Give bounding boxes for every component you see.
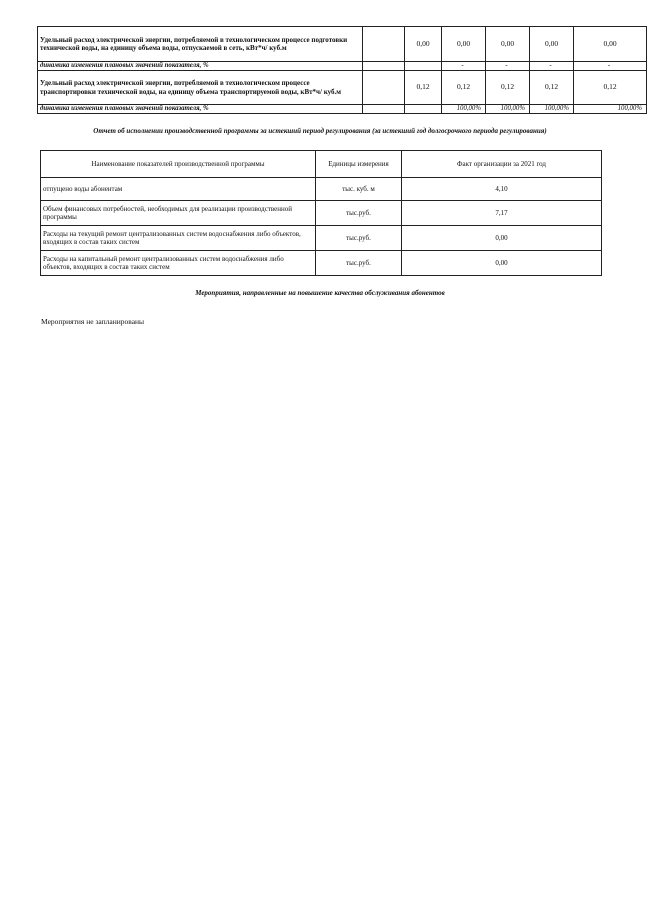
value-cell: - bbox=[530, 62, 574, 71]
unit-cell: тыс.руб. bbox=[316, 226, 402, 251]
energy-consumption-table bbox=[37, 26, 647, 114]
report-heading: Отчет об исполнении производственной программы за истекший период регулирования (за истекший год долгосрочного периода регулирования) bbox=[93, 127, 547, 135]
dynamics-label: динамика изменения плановых значений показателя, % bbox=[38, 105, 363, 114]
indicator-label: отпущено воды абонентам bbox=[41, 178, 316, 201]
unit-cell: тыс. куб. м bbox=[316, 178, 402, 201]
value-cell: 0,00 bbox=[402, 226, 602, 251]
value-cell bbox=[363, 27, 405, 62]
indicator-label: Удельный расход электрической энергии, потребляемой в технологическом процессе подготовки технической воды, на единицу объема воды, отпускаемой в сеть, кВт*ч/ куб.м bbox=[38, 27, 363, 62]
value-cell: 0,00 bbox=[574, 27, 647, 62]
table-row bbox=[38, 105, 647, 114]
value-cell bbox=[405, 62, 442, 71]
measures-heading: Мероприятия, направленные на повышение качества обслуживания абонентов bbox=[195, 289, 445, 297]
indicator-label: Объем финансовых потребностей, необходимых для реализации производственной программы bbox=[41, 201, 316, 226]
value-cell: 0,12 bbox=[442, 71, 486, 105]
value-cell: 7,17 bbox=[402, 201, 602, 226]
value-cell: 0,12 bbox=[405, 71, 442, 105]
value-cell: - bbox=[486, 62, 530, 71]
unit-cell: тыс.руб. bbox=[316, 201, 402, 226]
table-header-row bbox=[41, 151, 602, 178]
value-cell: 100,00% bbox=[574, 105, 647, 114]
production-program-report-table bbox=[40, 150, 602, 276]
column-header: Наименование показателей производственной программы bbox=[41, 151, 316, 178]
value-cell: 4,10 bbox=[402, 178, 602, 201]
value-cell bbox=[363, 105, 405, 114]
value-cell: 100,00% bbox=[486, 105, 530, 114]
value-cell: 0,00 bbox=[486, 27, 530, 62]
column-header: Единицы измерения bbox=[316, 151, 402, 178]
value-cell: - bbox=[574, 62, 647, 71]
table-row bbox=[41, 178, 602, 201]
measures-note: Мероприятия не запланированы bbox=[41, 317, 145, 326]
column-header: Факт организации за 2021 год bbox=[402, 151, 602, 178]
value-cell: 0,00 bbox=[530, 27, 574, 62]
indicator-label: Расходы на текущий ремонт централизованных систем водоснабжения либо объектов, входящих в состав таких систем bbox=[41, 226, 316, 251]
value-cell: 100,00% bbox=[530, 105, 574, 114]
value-cell bbox=[405, 105, 442, 114]
value-cell bbox=[363, 62, 405, 71]
value-cell: 0,12 bbox=[530, 71, 574, 105]
dynamics-label: динамика изменения плановых значений показателя, % bbox=[38, 62, 363, 71]
table-row bbox=[41, 251, 602, 276]
value-cell: - bbox=[442, 62, 486, 71]
value-cell: 0,00 bbox=[442, 27, 486, 62]
value-cell: 0,12 bbox=[486, 71, 530, 105]
value-cell: 0,00 bbox=[405, 27, 442, 62]
value-cell: 0,12 bbox=[574, 71, 647, 105]
unit-cell: тыс.руб. bbox=[316, 251, 402, 276]
value-cell bbox=[363, 71, 405, 105]
indicator-label: Удельный расход электрической энергии, потребляемой в технологическом процессе транспортировки технической воды, на единицу объема транспортируемой воды, кВт*ч/ куб.м bbox=[38, 71, 363, 105]
table-row bbox=[41, 201, 602, 226]
table-row bbox=[38, 27, 647, 62]
table-row bbox=[41, 226, 602, 251]
indicator-label: Расходы на капитальный ремонт централизованных систем водоснабжения либо объектов, входящих в состав таких систем bbox=[41, 251, 316, 276]
table-row bbox=[38, 71, 647, 105]
value-cell: 100,00% bbox=[442, 105, 486, 114]
table-row bbox=[38, 62, 647, 71]
value-cell: 0,00 bbox=[402, 251, 602, 276]
